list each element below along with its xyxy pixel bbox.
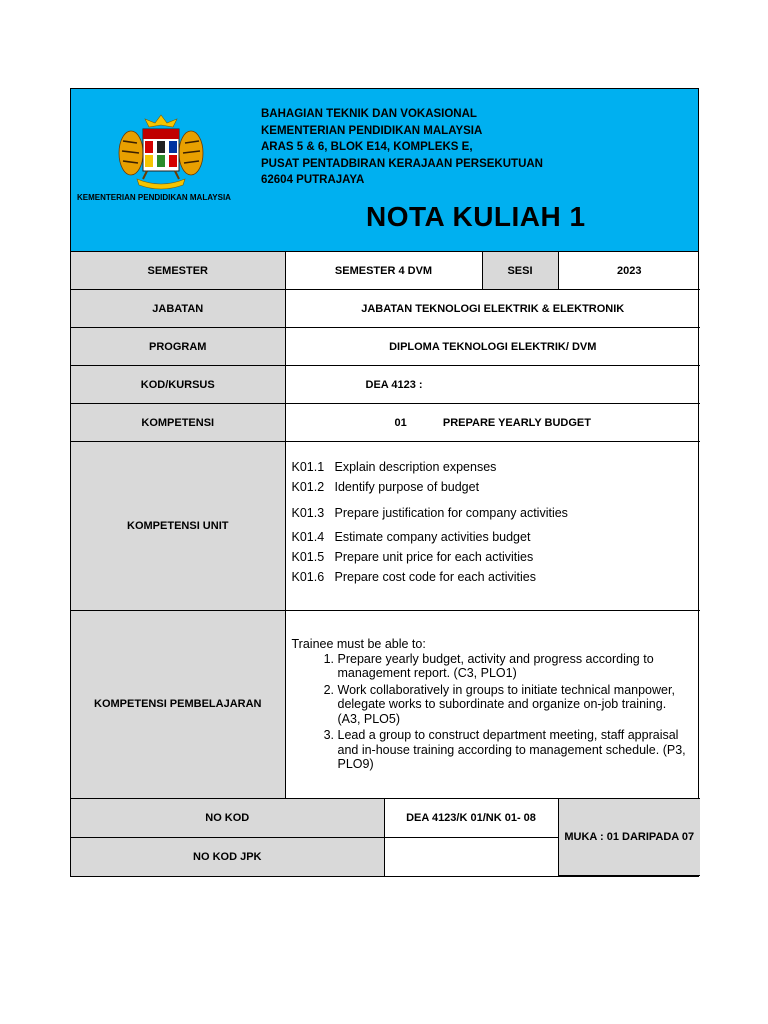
page-title: NOTA KULIAH 1	[366, 201, 586, 232]
address-line: ARAS 5 & 6, BLOK E14, KOMPLEKS E,	[261, 141, 473, 153]
lecture-note-cover	[70, 88, 699, 877]
malaysia-coat-of-arms-icon	[111, 113, 211, 193]
unit-code: K01.6	[291, 570, 325, 584]
kompetensi-pembelajaran-row	[71, 611, 700, 799]
ministry-address	[261, 106, 543, 189]
address-line: KEMENTERIAN PENDIDIKAN MALAYSIA	[261, 124, 483, 137]
program-label: PROGRAM	[71, 328, 285, 366]
kompetensi-label: KOMPETENSI	[71, 404, 285, 442]
details-table	[71, 252, 700, 876]
unit-text: Prepare justification for company activities	[334, 506, 568, 520]
list-item	[292, 506, 701, 520]
list-item	[292, 530, 701, 544]
kompetensi-unit-row	[71, 442, 700, 611]
list-item: 3. Lead a group to construct department meeting, staff appraisal and in-house training according to management schedule. (P3, PLO9)	[338, 728, 691, 772]
kompetensi-unit-list	[285, 442, 700, 611]
kompetensi-row	[71, 404, 700, 442]
list-item	[292, 460, 701, 474]
address-line: 62604 PUTRAJAYA	[261, 174, 365, 186]
program-value: DIPLOMA TEKNOLOGI ELEKTRIK/ DVM	[285, 328, 700, 366]
kod-kursus-row	[71, 366, 700, 404]
kompetensi-title: PREPARE YEARLY BUDGET	[442, 416, 591, 429]
jabatan-label: JABATAN	[71, 290, 285, 328]
unit-code: K01.5	[291, 550, 325, 564]
no-kod-label: NO KOD	[71, 798, 384, 837]
no-kod-jpk-value	[384, 837, 558, 876]
semester-row	[71, 252, 700, 290]
jabatan-row	[71, 290, 700, 328]
list-item: 2. Work collaboratively in groups to initiate technical manpower, delegate works to subordinate and organize on-job training. (A3, PLO5)	[338, 683, 691, 727]
semester-label: SEMESTER	[71, 252, 285, 290]
kod-kursus-value: DEA 4123 :	[285, 366, 700, 404]
crest-caption: KEMENTERIAN PENDIDIKAN MALAYSIA	[77, 193, 231, 202]
kod-kursus-label: KOD/KURSUS	[71, 366, 285, 404]
pembelajaran-list	[292, 652, 691, 772]
address-line: PUSAT PENTADBIRAN KERAJAAN PERSEKUTUAN	[261, 157, 543, 170]
unit-code: K01.3	[291, 506, 325, 520]
unit-code: K01.4	[291, 530, 325, 544]
program-row	[71, 328, 700, 366]
kompetensi-pembelajaran-label: KOMPETENSI PEMBELAJARAN	[71, 611, 285, 799]
list-item: 1. Prepare yearly budget, activity and progress according to management report. (C3, PLO1)	[338, 652, 691, 681]
unit-text: Identify purpose of budget	[334, 480, 480, 494]
no-kod-value: DEA 4123/K 01/NK 01- 08	[384, 798, 558, 837]
unit-text: Estimate company activities budget	[334, 530, 531, 544]
kompetensi-value	[285, 404, 700, 442]
header-banner	[71, 89, 698, 252]
kompetensi-number: 01	[394, 416, 407, 429]
pembelajaran-intro: Trainee must be able to:	[291, 637, 426, 651]
unit-code: K01.1	[291, 460, 325, 474]
unit-text: Explain description expenses	[334, 460, 497, 474]
list-item	[292, 550, 701, 564]
no-kod-jpk-label: NO KOD JPK	[71, 837, 384, 876]
sesi-value: 2023	[558, 252, 700, 290]
list-item	[292, 570, 701, 584]
unit-code: K01.2	[291, 480, 325, 494]
kompetensi-unit-label: KOMPETENSI UNIT	[71, 442, 285, 611]
unit-text: Prepare unit price for each activities	[334, 550, 534, 564]
no-kod-row	[71, 798, 700, 837]
jabatan-value: JABATAN TEKNOLOGI ELEKTRIK & ELEKTRONIK	[285, 290, 700, 328]
kompetensi-pembelajaran-content	[285, 611, 700, 799]
address-line: BAHAGIAN TEKNIK DAN VOKASIONAL	[261, 108, 477, 120]
page-count: MUKA : 01 DARIPADA 07	[558, 798, 700, 876]
unit-text: Prepare cost code for each activities	[334, 570, 536, 584]
semester-value: SEMESTER 4 DVM	[285, 252, 482, 290]
sesi-label: SESI	[482, 252, 558, 290]
list-item	[292, 480, 701, 494]
